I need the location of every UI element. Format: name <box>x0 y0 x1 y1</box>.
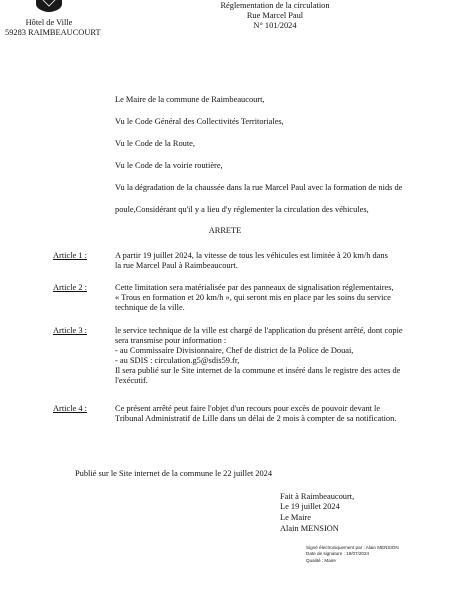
article-2-label: Article 2 : <box>53 283 87 292</box>
publication-note: Publié sur le Site internet de la commune le 22 juillet 2024 <box>75 469 273 478</box>
e-signature-date: Date de signature : 19/07/2024 <box>306 551 370 557</box>
article-3-line-2: sera transmise pour information : <box>115 336 227 345</box>
intro-considerant: poule,Considérant qu'il y a lieu d'y réglementer la circulation des véhicules, <box>115 205 369 214</box>
intro-maire: Le Maire de la commune de Raimbeaucourt, <box>115 95 265 104</box>
article-4-line-1: Ce présent arrêté peut faire l'objet d'un recours pour excès de pouvoir devant le <box>115 404 381 413</box>
city-address: 59283 RAIMBEAUCOURT <box>5 28 101 37</box>
e-signature-stamp <box>306 545 399 564</box>
signature-role: Le Maire <box>280 513 311 522</box>
article-2-body <box>115 283 440 313</box>
coat-of-arms-logo <box>34 0 64 12</box>
document-title: Réglementation de la circulation <box>220 1 330 10</box>
intro-vu-code-route: Vu le Code de la Route, <box>115 139 195 148</box>
article-1-body <box>115 251 440 271</box>
article-2-line-3: technique de la ville. <box>115 303 185 312</box>
article-4-label: Article 4 : <box>53 404 87 413</box>
e-signature-quality: Qualité : Maire <box>306 557 336 563</box>
intro-vu-cgct: Vu le Code Général des Collectivités Territoriales, <box>115 117 284 126</box>
document-number: N° 101/2024 <box>253 21 297 30</box>
signature-date: Le 19 juillet 2024 <box>280 502 340 511</box>
signature-place: Fait à Raimbeaucourt, <box>280 492 355 501</box>
article-3-line-4: - au SDIS : circulation.g5@sdis59.fr, <box>115 356 240 365</box>
article-4-line-2: Tribunal Administratif de Lille dans un délai de 2 mois à compter de sa notification. <box>115 414 397 423</box>
intro-vu-code-voirie: Vu le Code de la voirie routière, <box>115 161 223 170</box>
e-signature-signer: Signé électroniquement par : Alain MENSION <box>306 545 399 550</box>
article-3-label: Article 3 : <box>53 326 87 335</box>
article-3-line-3: - au Commissaire Divisionnaire, Chef de district de la Police de Douai, <box>115 346 354 355</box>
arrete-heading: ARRETE <box>208 226 242 235</box>
signature-name: Alain MENSION <box>280 524 339 533</box>
article-3-line-5: Il sera publié sur le Site internet de la commune et inséré dans le registre des actes de <box>115 366 401 375</box>
article-2-line-2: « Trous en formation et 20 km/h », qui seront mis en place par les soins du service <box>115 293 391 302</box>
document-street: Rue Marcel Paul <box>246 11 304 20</box>
article-3-line-6: l'exécutif. <box>115 376 148 385</box>
article-3-line-1: le service technique de la ville est chargé de l'application du présent arrêté, dont copie <box>115 326 403 335</box>
article-3-body <box>115 326 440 386</box>
city-hall-label: Hôtel de Ville <box>25 18 73 27</box>
article-1-line-1: A partir 19 juillet 2024, la vitesse de tous les véhicules est limitée à 20 km/h dans <box>115 251 388 260</box>
article-2-line-1: Cette limitation sera matérialisée par des panneaux de signalisation réglementaires, <box>115 283 394 292</box>
article-4-body <box>115 404 440 424</box>
article-1-line-2: la rue Marcel Paul à Raimbeaucourt. <box>115 261 238 270</box>
intro-vu-degradation: Vu la dégradation de la chaussée dans la rue Marcel Paul avec la formation de nids de <box>115 183 403 192</box>
article-1-label: Article 1 : <box>53 251 87 260</box>
